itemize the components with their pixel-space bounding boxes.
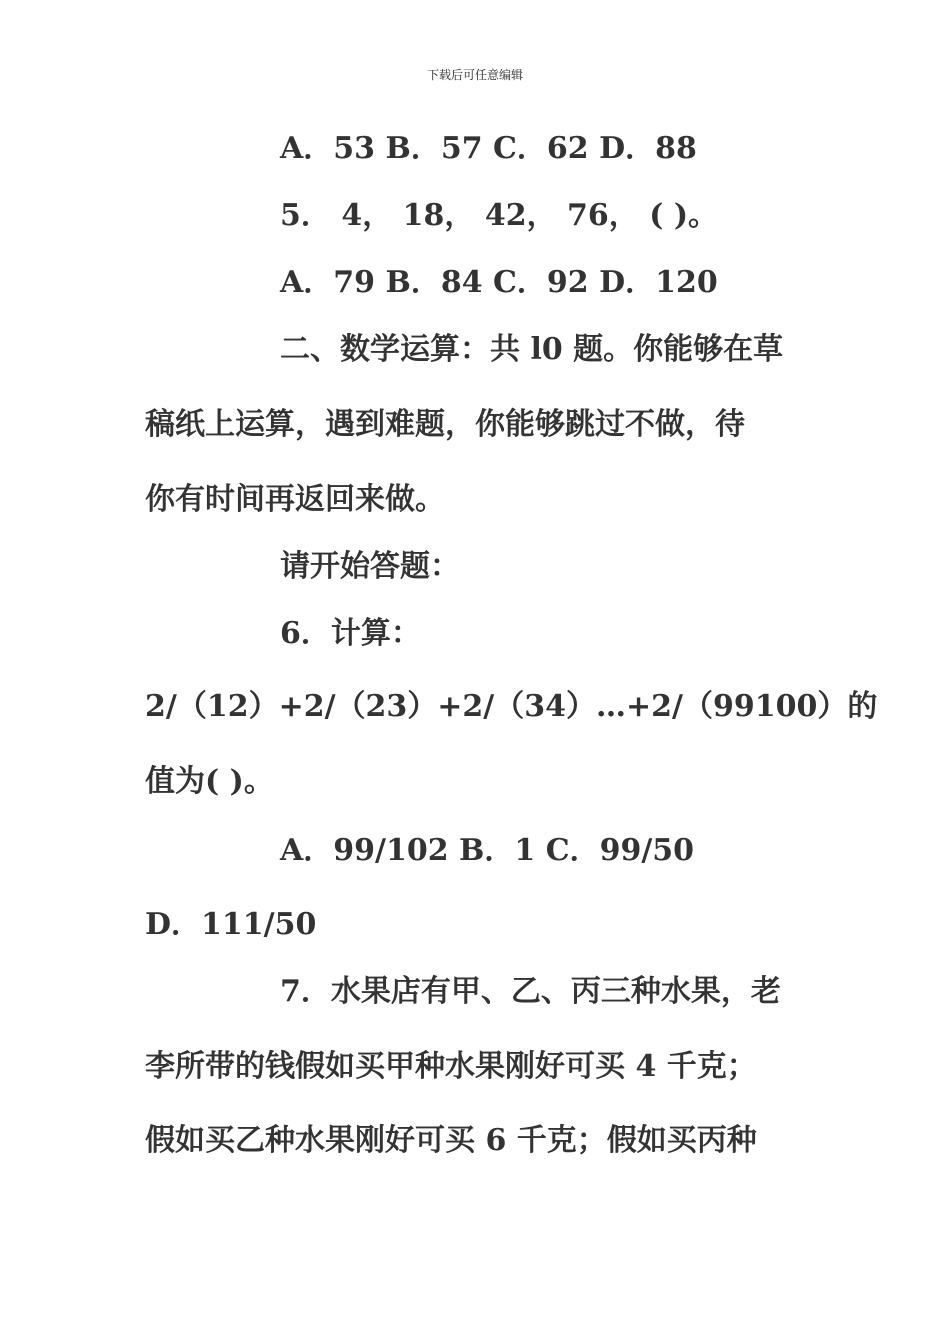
options-q6-line-1: A．99/102 B．1 C．99/50 <box>280 833 695 868</box>
question-7-line-1: 7．水果店有甲、乙、丙三种水果，老 <box>280 974 781 1009</box>
options-q4: A．53 B．57 C．62 D．88 <box>280 131 697 166</box>
question-7-line-2: 李所带的钱假如买甲种水果刚好可买 4 千克； <box>145 1049 757 1084</box>
options-q6-line-2: D．111/50 <box>145 907 317 942</box>
section-heading-line-1: 二、数学运算：共 l0 题。你能够在草 <box>280 332 784 367</box>
question-5: 5． 4， 18， 42， 76， ( )。 <box>280 198 719 233</box>
section-heading-line-3: 你有时间再返回来做。 <box>145 482 445 517</box>
section-heading-line-2: 稿纸上运算，遇到难题，你能够跳过不做，待 <box>145 407 745 442</box>
question-6-title: 6．计算： <box>280 616 421 651</box>
start-instruction: 请开始答题： <box>280 549 460 584</box>
page-header-note: 下载后可任意编辑 <box>426 68 523 82</box>
options-q5: A．79 B．84 C．92 D．120 <box>280 265 718 300</box>
question-6-value: 值为( )。 <box>145 764 274 799</box>
question-6-expression: 2/（12）+2/（23）+2/（34）…+2/（99100）的 <box>145 689 878 724</box>
question-7-line-3: 假如买乙种水果刚好可买 6 千克；假如买丙种 <box>145 1123 757 1158</box>
